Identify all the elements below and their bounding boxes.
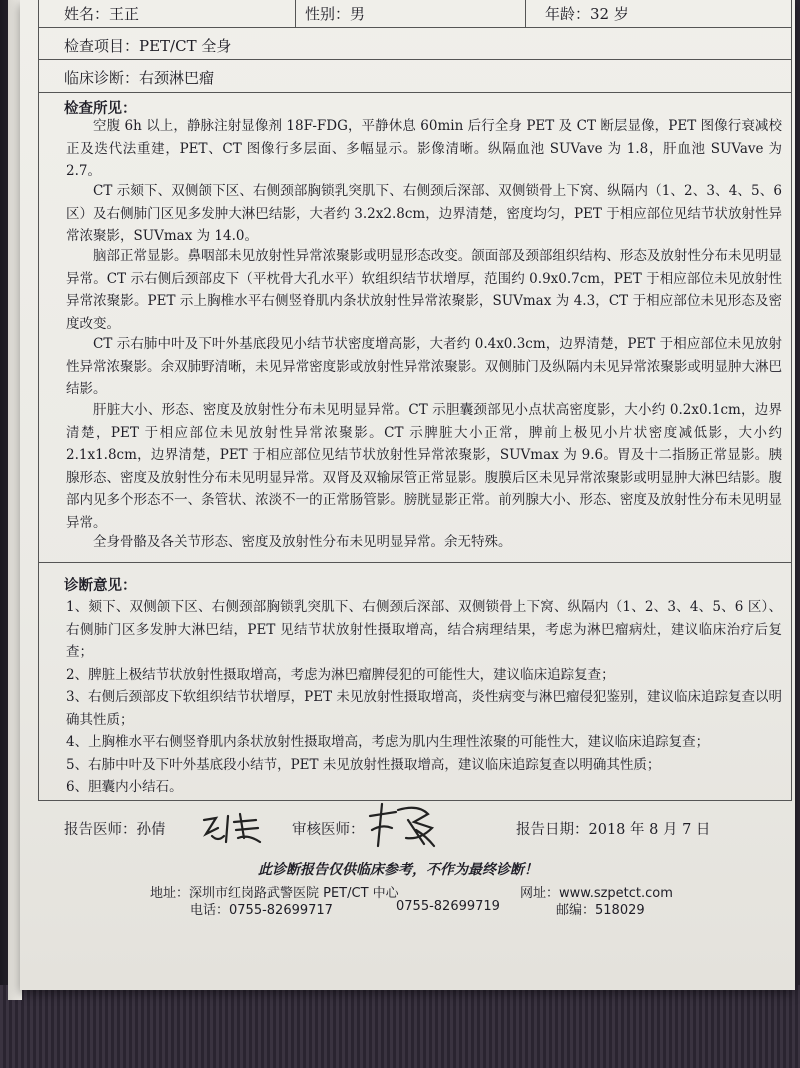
row-divider-1 — [38, 27, 791, 28]
diagnosis-title: 诊断意见： — [64, 577, 137, 594]
report-date: 报告日期：2018 年 8 月 7 日 — [516, 822, 711, 838]
reporter-label: 报告医师：孙倩 — [64, 822, 166, 838]
diagnosis-item: 5、右肺中叶及下叶外基底段小结节，PET 未见放射性摄取增高，建议临床追踪复查以明确其性质； — [66, 756, 661, 773]
diagnosis-item: 1、颏下、双侧颌下区、右侧颈部胸锁乳突肌下、右侧颈后深部、双侧锁骨上下窝、纵隔内（1、2、3、4、5、6 区）、右侧肺门区多发肿大淋巴结，PET 见结节状放射性摄取增高，结合病理结果，考虑为淋巴瘤病灶，建议临床治疗后复查； — [66, 599, 782, 660]
findings-title: 检查所见： — [64, 100, 137, 117]
findings-paragraph: 肝脏大小、形态、密度及放射性分布未见明显异常。CT 示胆囊颈部见小点状高密度影，大小约 0.2x0.1cm，边界清楚，PET 于相应部位未见放射性异常浓聚影。CT 示脾脏大小正常，脾前上极见小片状密度减低影，大小约 2.1x1.8cm，边界清楚，PET 于相应部位见结节状放射性异常浓聚影，SUVmax 为 9.6。胃及十二指肠正常显影。胰腺形态、密度及放射性分布未见明显异常。双肾及双输尿管正常显影。腹膜后区未见异常浓聚影或明显肿大淋巴结影。腹部内见多个形态不一、条管状、浓淡不一的正常肠管影。膀胱显影正常。前列腺大小、形态、密度及放射性分布未见明显异常。 — [66, 402, 782, 531]
col-divider-1 — [295, 0, 296, 27]
diagnosis-item: 4、上胸椎水平右侧竖脊肌内条状放射性摄取增高，考虑为肌内生理性浓聚的可能性大，建议临床追踪复查； — [66, 734, 710, 750]
clinical-diagnosis: 临床诊断：右颈淋巴瘤 — [64, 69, 215, 87]
findings-paragraph: 空腹 6h 以上，静脉注射显像剂 18F-FDG，平静休息 60min 后行全身 PET 及 CT 断层显像，PET 图像行衰减校正及迭代法重建，PET、CT 图像行多层面、多幅显示。影像清晰。纵隔血池 SUVave 为 1.8，肝血池 SUVave 为 2.7。 — [66, 118, 782, 179]
reviewer-label: 审核医师： — [292, 822, 365, 838]
exam-item: 检查项目：PET/CT 全身 — [64, 37, 232, 55]
patient-gender: 性别：男 — [305, 5, 366, 23]
diagnosis-item: 6、胆囊内小结石。 — [66, 779, 183, 795]
findings-paragraph: CT 示颏下、双侧颌下区、右侧颈部胸锁乳突肌下、右侧颈后深部、双侧锁骨上下窝、纵隔内（1、2、3、4、5、6 区）及右侧肺门区见多发肿大淋巴结影，大者约 3.2x2.8cm，边界清楚，密度均匀，PET 于相应部位见结节状放射性异常浓聚影，SUVmax 为 14.0。 — [66, 183, 782, 244]
row-divider-4 — [38, 562, 791, 563]
phone-1: 电话：0755-82699717 — [190, 903, 333, 918]
background-fabric — [0, 985, 800, 1068]
phone-2: 0755-82699719 — [396, 899, 500, 914]
row-divider-3 — [38, 92, 791, 93]
diagnosis-list — [66, 596, 782, 799]
col-divider-2 — [525, 0, 526, 27]
website: 网址：www.szpetct.com — [520, 886, 673, 901]
diagnosis-item: 2、脾脏上极结节状放射性摄取增高，考虑为淋巴瘤脾侵犯的可能性大，建议临床追踪复查； — [66, 666, 615, 683]
findings-paragraph: 全身骨骼及各关节形态、密度及放射性分布未见明显异常。余无特殊。 — [93, 534, 512, 550]
postcode: 邮编：518029 — [556, 903, 645, 918]
reporter-signature — [198, 808, 268, 848]
findings-paragraph: CT 示右肺中叶及下叶外基底段见小结节状密度增高影，大者约 0.4x0.3cm，边界清楚，PET 于相应部位未见放射性异常浓聚影。余双肺野清晰，未见异常密度影或放射性异常浓聚影。双侧肺门及纵隔内未见异常浓聚影或明显肿大淋巴结影。 — [66, 336, 782, 397]
patient-name: 姓名：王正 — [64, 5, 140, 23]
patient-age: 年龄：32 岁 — [545, 5, 629, 23]
diagnosis-item: 3、右侧后颈部皮下软组织结节状增厚，PET 未见放射性摄取增高，炎性病变与淋巴瘤侵犯鉴别，建议临床追踪复查以明确其性质； — [66, 689, 782, 728]
address: 地址：深圳市红岗路武警医院 PET/CT 中心 — [150, 886, 399, 901]
disclaimer-note: 此诊断报告仅供临床参考，不作为最终诊断！ — [258, 862, 538, 878]
reviewer-signature — [362, 800, 442, 852]
findings-paragraph: 脑部正常显影。鼻咽部未见放射性异常浓聚影或明显形态改变。颌面部及颈部组织结构、形态及放射性分布未见明显异常。CT 示右侧后颈部皮下（平枕骨大孔水平）软组织结节状增厚，范围约 0.9x0.7cm，PET 于相应部位未见放射性异常浓聚影。PET 示上胸椎水平右侧竖脊肌内条状放射性异常浓聚影，SUVmax 为 4.3，CT 于相应部位未见形态及密度改变。 — [66, 248, 782, 332]
row-divider-2 — [38, 59, 791, 60]
